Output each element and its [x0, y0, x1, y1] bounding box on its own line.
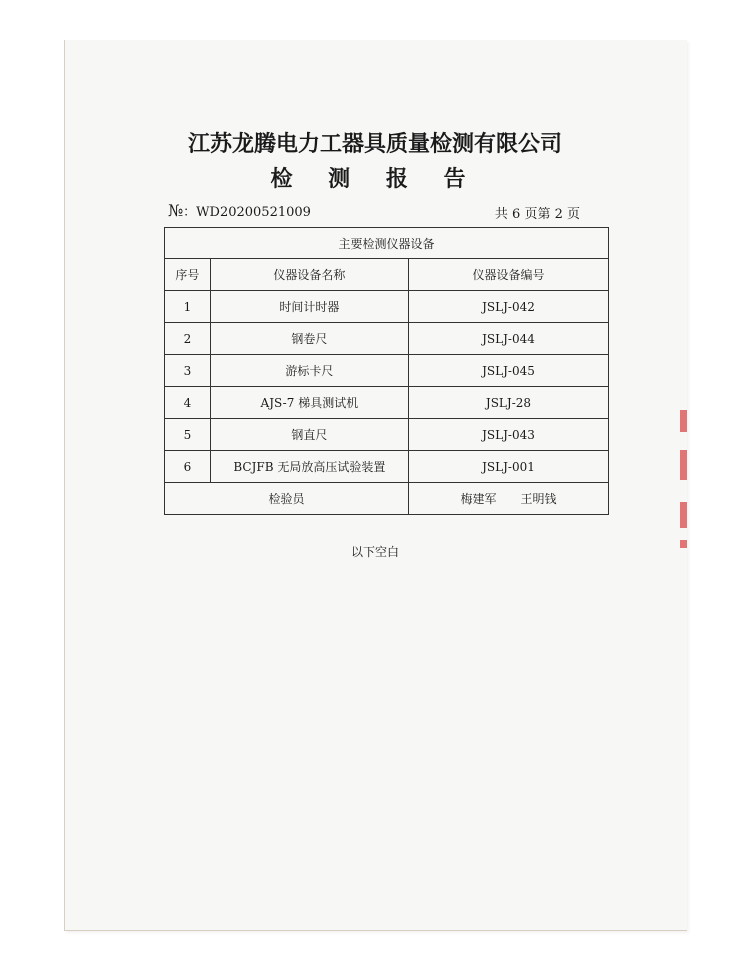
header-name: 仪器设备名称	[210, 259, 408, 291]
report-title-text: 检 测 报 告	[270, 166, 480, 192]
table-caption: 主要检测仪器设备	[165, 228, 609, 259]
stamp-mark	[680, 410, 687, 432]
table-row	[165, 387, 609, 419]
row-index: 2	[165, 323, 211, 355]
row-name: AJS-7 梯具测试机	[210, 387, 408, 419]
inspector-label: 检验员	[165, 483, 409, 515]
header-code: 仪器设备编号	[408, 259, 608, 291]
report-number-sep: ：	[183, 205, 197, 220]
row-index: 5	[165, 419, 211, 451]
report-number	[168, 201, 311, 220]
row-code: JSLJ-043	[408, 419, 608, 451]
report-number-value: WD20200521009	[196, 205, 311, 220]
header-index: 序号	[165, 259, 211, 291]
row-index: 4	[165, 387, 211, 419]
row-code: JSLJ-042	[408, 291, 608, 323]
table-footer-row	[165, 483, 609, 515]
row-index: 6	[165, 451, 211, 483]
row-name: 钢卷尺	[210, 323, 408, 355]
stamp-mark	[680, 502, 687, 528]
row-name: 钢直尺	[210, 419, 408, 451]
row-name: 游标卡尺	[210, 355, 408, 387]
row-name: 时间计时器	[210, 291, 408, 323]
blank-note: 以下空白	[350, 545, 399, 559]
table-caption-row	[165, 228, 609, 259]
row-index: 1	[165, 291, 211, 323]
inspector-2: 王明钱	[520, 492, 557, 506]
row-code: JSLJ-001	[408, 451, 608, 483]
row-code: JSLJ-28	[408, 387, 608, 419]
seal-stamp-fragment	[680, 410, 688, 550]
table-row	[165, 419, 609, 451]
table-row	[165, 323, 609, 355]
row-name: BCJFB 无局放高压试验装置	[210, 451, 408, 483]
row-index: 3	[165, 355, 211, 387]
table-row	[165, 291, 609, 323]
table-header-row	[165, 259, 609, 291]
page-info: 共 6 页第 2 页	[494, 207, 580, 222]
inspector-1: 梅建军	[460, 492, 497, 506]
table-row	[165, 451, 609, 483]
row-code: JSLJ-044	[408, 323, 608, 355]
stamp-mark	[680, 540, 687, 548]
table-row	[165, 355, 609, 387]
equipment-table	[164, 227, 609, 515]
inspector-names	[408, 483, 608, 515]
report-number-label: №	[168, 201, 184, 220]
report-title	[0, 162, 750, 193]
stamp-mark	[680, 450, 687, 480]
company-name: 江苏龙腾电力工器具质量检测有限公司	[187, 131, 562, 157]
row-code: JSLJ-045	[408, 355, 608, 387]
